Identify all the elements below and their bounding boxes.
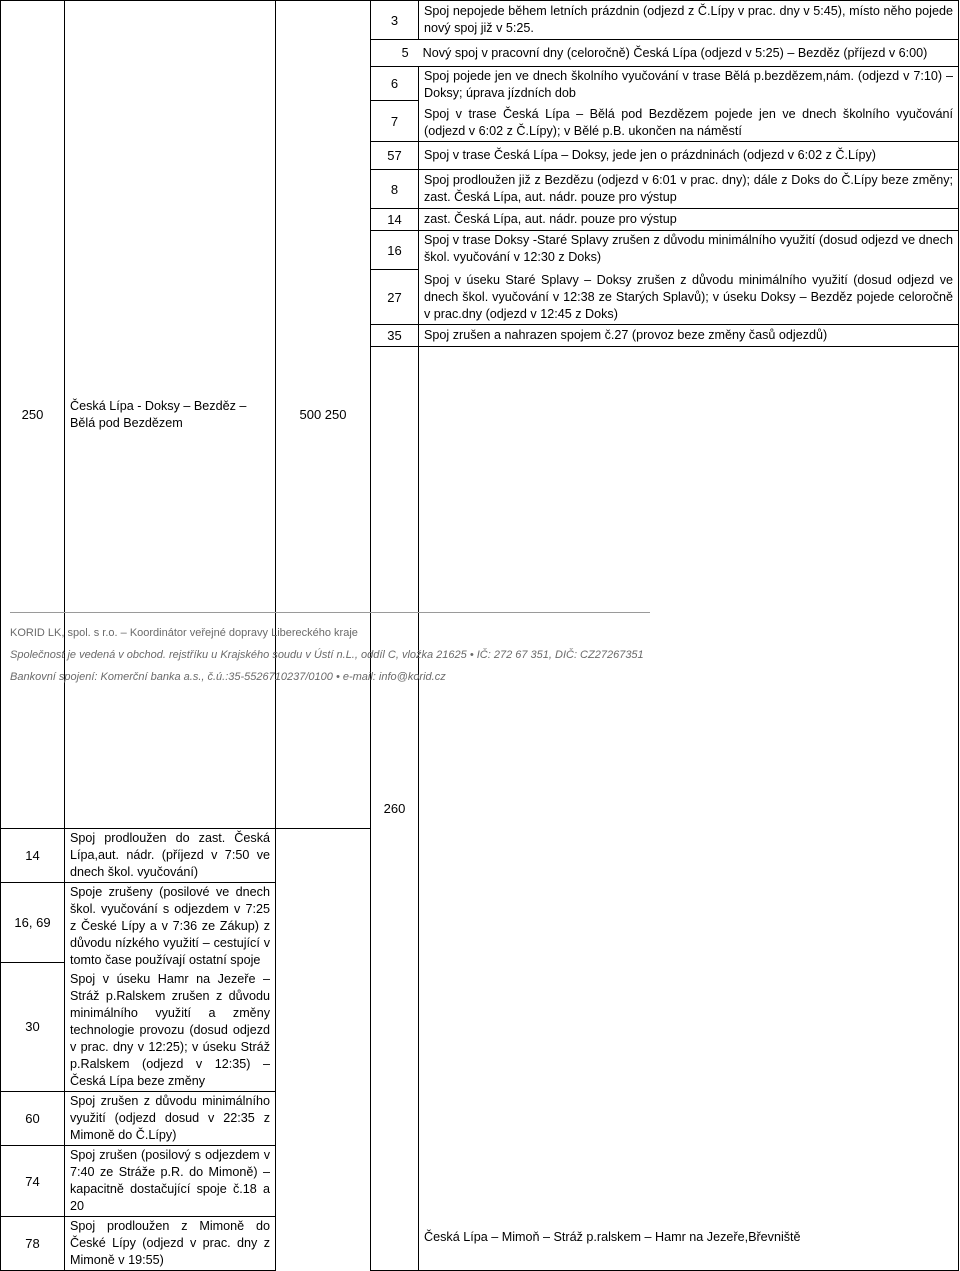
connection-id: 78 [1,1217,65,1271]
change-description: Spoj zrušen z důvodu minimálního využití (odjezd dosud v 22:35 z Mimoně do Č.Lípy) [65,1092,276,1146]
change-description: Spoj nepojede během letních prázdnin (odjezd z Č.Lípy v prac. dny v 5:45), místo něho pojede nový spoj již v 5:25. [419,1,959,40]
route-name: Česká Lípa – Mimoň – Stráž p.ralskem – Hamr na Jezeře,Břevniště [419,347,959,1271]
connection-id: 16, 69 [1,883,65,963]
route-name: Česká Lípa - Doksy – Bezděz – Bělá pod Bezdězem [65,1,276,829]
connection-id: 3 [371,1,419,40]
change-description [371,40,959,67]
connection-id: 14 [371,209,419,231]
connection-id: 60 [1,1092,65,1146]
change-description: Spoj zrušen a nahrazen spojem č.27 (provoz beze změny časů odjezdů) [419,325,959,347]
change-text: Spoj v trase Česká Lípa – Bělá pod Bezdězem pojede jen ve dnech školního vyučování (odjezd v 6:02 z Č.Lípy); v Bělé p.B. ukončen na náměstí [424,107,953,138]
connection-id: 16 [371,231,419,270]
change-text: Spoje zrušeny (posilové ve dnech škol. vyučování s odjezdem v 7:25 z České Lípy a v 7:36 ze Zákup) z důvodu nízkého využití – cestující v tomto čase používají ostatní spoje [70,885,270,967]
footer-divider [10,612,650,613]
connection-id: 14 [1,829,65,883]
change-description: Spoj zrušen (posilový s odjezdem v 7:40 ze Stráže p.R. do Mimoně) – kapacitně dostačující spoje č.18 a 20 [65,1146,276,1217]
change-description [419,67,959,142]
change-description: Spoj prodloužen již z Bezdězu (odjezd v 6:01 v prac. dny); dále z Doks do Č.Lípy beze změny; zast. Česká Lípa, aut. nádr. pouze pro výstup [419,170,959,209]
company-footer [10,612,650,693]
connection-id: 27 [371,270,419,325]
change-text: Nový spoj v pracovní dny (celoročně) Česká Lípa (odjezd v 5:25) – Bezděz (příjezd v 6:00) [422,45,928,60]
connection-id: 35 [371,325,419,347]
change-text: Spoj v trase Doksy -Staré Splavy zrušen z důvodu minimálního využití (dosud odjezd ve dnech škol. vyučování v 12:30 z Doks) [424,233,953,264]
line-number: 250 [1,1,65,829]
connection-id: 6 [371,67,419,101]
change-text: Spoj v úseku Staré Splavy – Doksy zrušen z důvodu minimálního využití (dosud odjezd ve dnech škol. vyučování v 12:38 ze Starých Splavů); v úseku Doksy – Bezděz pojede celoročně v prac.dny (odjezd v 12:45 z Doks) [424,273,953,321]
footer-company-name: KORID LK, spol. s r.o. – Koordinátor veřejné dopravy Libereckého kraje [10,627,358,639]
footer-bank-contact: Bankovní spojení: Komerční banka a.s., č.ú.:35-5526710237/0100 • e-mail: info@korid.cz [10,671,446,683]
change-description: Spoj v trase Česká Lípa – Doksy, jede jen o prázdninách (odjezd v 6:02 z Č.Lípy) [419,142,959,170]
connection-id: 74 [1,1146,65,1217]
footer-registration: Společnost je vedená v obchod. rejstříku u Krajského soudu v Ústí n.L., oddíl C, vložka 21625 • IČ: 272 67 351, DIČ: CZ27267351 [10,649,644,661]
connection-id: 5 [401,45,409,60]
change-description: zast. Česká Lípa, aut. nádr. pouze pro výstup [419,209,959,231]
connection-id: 8 [371,170,419,209]
change-description: Spoj prodloužen z Mimoně do České Lípy (odjezd v prac. dny z Mimoně v 19:55) [65,1217,276,1271]
change-description [419,231,959,325]
change-description: Spoj prodloužen do zast. Česká Lípa,aut. nádr. (příjezd v 7:50 ve dnech škol. vyučování) [65,829,276,883]
line-number: 260 [371,347,419,1271]
connection-id: 30 [1,962,65,1091]
table-row [1,1,959,40]
contract-number: 500 250 [276,1,371,829]
connection-id: 57 [371,142,419,170]
change-description [65,883,276,1092]
change-text: Spoj v úseku Hamr na Jezeře – Stráž p.Ralskem zrušen z důvodu minimálního využití a změny technologie provozu (dosud odjezd v prac. dny v 12:25); v úseku Stráž p.Ralskem (odjezd v 12:35) – Česká Lípa beze změny [70,972,270,1088]
change-text: Spoj pojede jen ve dnech školního vyučování v trase Bělá p.bezdězem,nám. (odjezd v 7:10) – Doksy; úprava jízdních dob [424,69,953,100]
connection-id: 7 [371,101,419,142]
